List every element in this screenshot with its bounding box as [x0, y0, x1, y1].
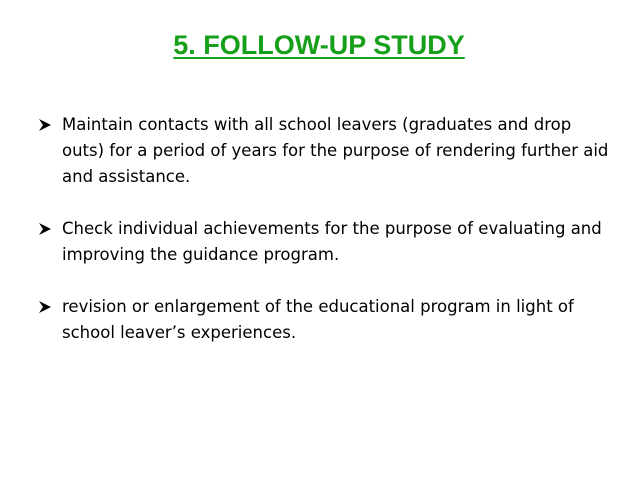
arrowhead-bullet-icon [38, 222, 52, 236]
bullet-text: revision or enlargement of the educational program in light of school leaver’s experiences. [62, 297, 574, 342]
slide-title: 5. FOLLOW-UP STUDY [173, 30, 465, 60]
arrowhead-bullet-icon [38, 300, 52, 314]
list-item [38, 112, 610, 190]
list-item [38, 294, 610, 346]
arrowhead-bullet-icon [38, 118, 52, 132]
bullet-list [38, 112, 610, 372]
bullet-text: Maintain contacts with all school leavers (graduates and drop outs) for a period of years for the purpose of rendering further aid and assistance. [62, 115, 609, 186]
list-item [38, 216, 610, 268]
bullet-text: Check individual achievements for the purpose of evaluating and improving the guidance program. [62, 219, 602, 264]
